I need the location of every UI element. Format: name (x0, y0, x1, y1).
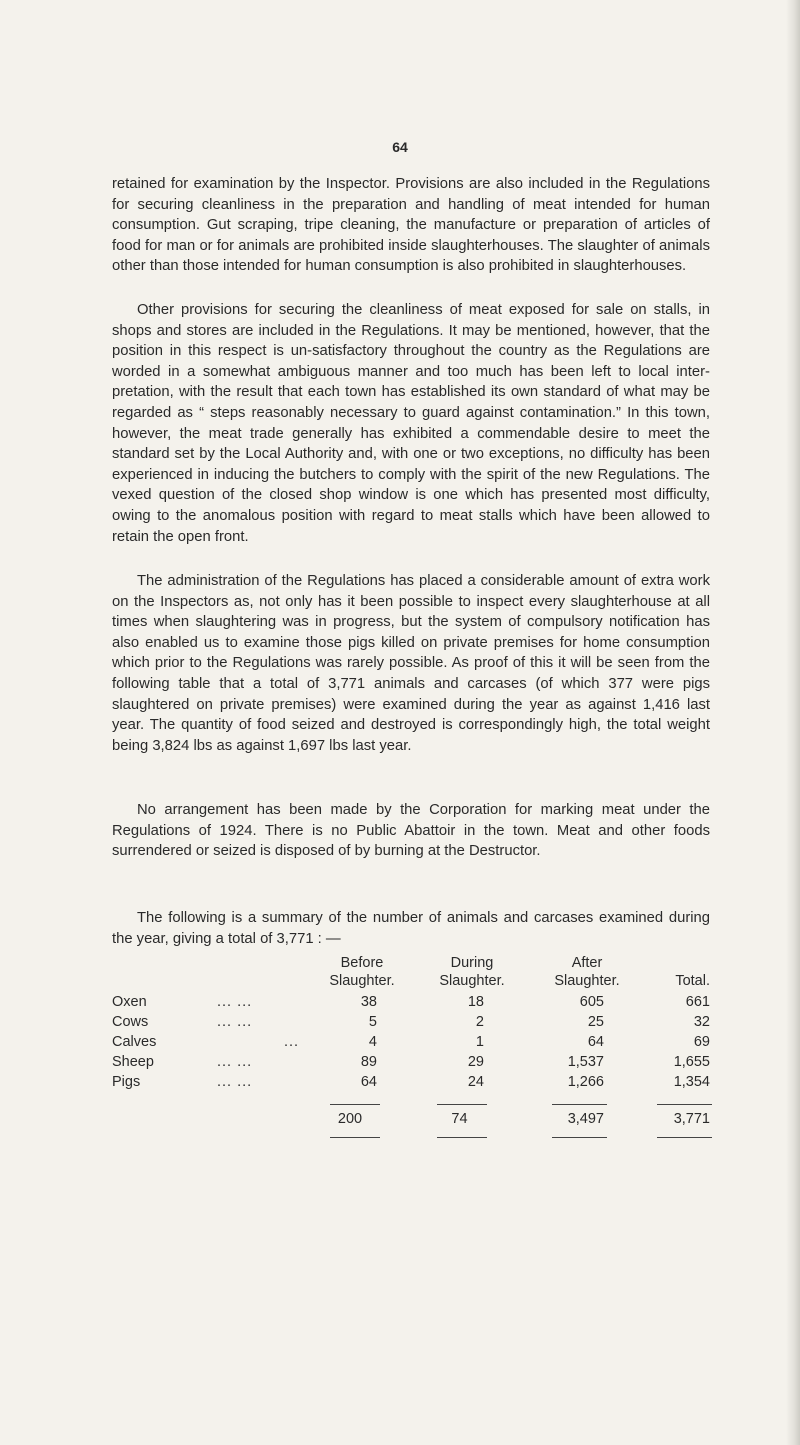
cell-during: 24 (467, 1074, 484, 1090)
cell-before: 38 (360, 994, 377, 1010)
paragraph-1: retained for examination by the Inspector. Provisions are also included in the Regulations for securing cleanliness in the preparation and handling of meat intended for human consumption. Gut scraping, tripe cleaning, the manufacture or preparation of articles of food for man or for animals are prohibited inside slaughterhouses. The slaughter of animals other than those intended for human consumption is also prohibited in slaughterhouses. (112, 176, 710, 275)
header-after-line2: Slaughter. (554, 973, 620, 989)
table-row (112, 994, 712, 1014)
total-total: 3,771 (673, 1111, 710, 1127)
paragraph-5: The following is a summary of the number of animals and carcases examined during the year, giving a total of 3,771 : — (112, 910, 710, 947)
cell-during: 1 (475, 1034, 484, 1050)
cell-before: 5 (368, 1014, 377, 1030)
row-label: Calves (112, 1034, 157, 1050)
rule-during-bottom (437, 1137, 487, 1138)
row-label: Sheep (112, 1054, 154, 1070)
totals-row (112, 1111, 712, 1131)
cell-total: 32 (693, 1014, 710, 1030)
table-row (112, 1054, 712, 1074)
cell-before: 4 (368, 1034, 377, 1050)
cell-total: 1,354 (673, 1074, 710, 1090)
row-label: Oxen (112, 994, 147, 1010)
header-after-line1: After (571, 955, 603, 971)
cell-after: 25 (587, 1014, 604, 1030)
row-leader: ... ... (217, 1014, 253, 1030)
rule-total-bottom (657, 1137, 712, 1138)
row-leader: ... ... (217, 994, 253, 1010)
paragraph-3: The administration of the Regulations has placed a considerable amount of extra work on the Inspectors as, not only has it been possible to inspect every slaughterhouse at all times when slaughtering was in progress, but the system of compulsory notification has also enabled us to examine those pigs killed on private premises for home consumption which prior to the Regulations was rarely possible. As proof of this it will be seen from the following table that a total of 3,771 animals and carcases (of which 377 were pigs slaughtered on private premises) were examined during the year as against 1,416 last year. The quantity of food seized and destroyed is correspondingly high, the total weight being 3,824 lbs as against 1,697 lbs last year. (112, 573, 710, 754)
cell-during: 18 (467, 994, 484, 1010)
table-row (112, 1034, 712, 1054)
rule-after-top (552, 1104, 607, 1105)
cell-before: 89 (360, 1054, 377, 1070)
cell-after: 64 (587, 1034, 604, 1050)
cell-total: 69 (693, 1034, 710, 1050)
header-during-line2: Slaughter. (439, 973, 505, 989)
header-total-line2: Total. (675, 973, 710, 989)
rule-total-top (657, 1104, 712, 1105)
row-leader: ... ... (217, 1054, 253, 1070)
header-total (612, 954, 710, 990)
rule-before-top (330, 1104, 380, 1105)
header-total-line1 (612, 954, 710, 972)
paragraph-4: No arrangement has been made by the Corporation for marking meat under the Regulations of 1924. There is no Public Abattoir in the town. Meat and other foods surrendered or seized is disposed of by burning at the Destructor. (112, 802, 710, 860)
total-after: 3,497 (567, 1111, 604, 1127)
row-leader: ... ... (217, 1074, 253, 1090)
cell-during: 29 (467, 1054, 484, 1070)
cell-after: 605 (579, 994, 604, 1010)
header-during (422, 954, 522, 990)
header-before (312, 954, 412, 990)
page-edge-shadow (786, 0, 800, 1445)
table-row (112, 1074, 712, 1094)
page-number: 64 (392, 139, 408, 155)
header-during-line1: During (450, 955, 494, 971)
row-leader: ... (284, 1034, 300, 1050)
row-label: Cows (112, 1014, 149, 1030)
total-before: 200 (337, 1111, 363, 1127)
total-during: 74 (451, 1111, 468, 1127)
paragraph-2: Other provisions for securing the cleanliness of meat exposed for sale on stalls, in shops and stores are included in the Regulations. It may be mentioned, however, that the position in this respect is un-satisfactory throughout the country as the Regulations are worded in a somewhat ambiguous manner and too much has been left to local inter-pretation, with the result that each town has established its own standard of what may be regarded as “ steps reasonably necessary to guard against contamination.” In this town, however, the meat trade generally has exhibited a commendable desire to meet the standard set by the Local Authority and, with one or two exceptions, no difficulty has been experienced in inducing the butchers to comply with the spirit of the new Regulations. The vexed question of the closed shop window is one which has presented most difficulty, owing to the anomalous position with regard to meat stalls which have been allowed to retain the open front. (112, 302, 710, 545)
header-before-line1: Before (340, 955, 384, 971)
header-before-line2: Slaughter. (329, 973, 395, 989)
row-label: Pigs (112, 1074, 141, 1090)
cell-before: 64 (360, 1074, 377, 1090)
rule-before-bottom (330, 1137, 380, 1138)
cell-total: 1,655 (673, 1054, 710, 1070)
cell-during: 2 (475, 1014, 484, 1030)
table-row (112, 1014, 712, 1034)
rule-after-bottom (552, 1137, 607, 1138)
cell-after: 1,266 (567, 1074, 604, 1090)
rule-during-top (437, 1104, 487, 1105)
cell-after: 1,537 (567, 1054, 604, 1070)
cell-total: 661 (685, 994, 710, 1010)
